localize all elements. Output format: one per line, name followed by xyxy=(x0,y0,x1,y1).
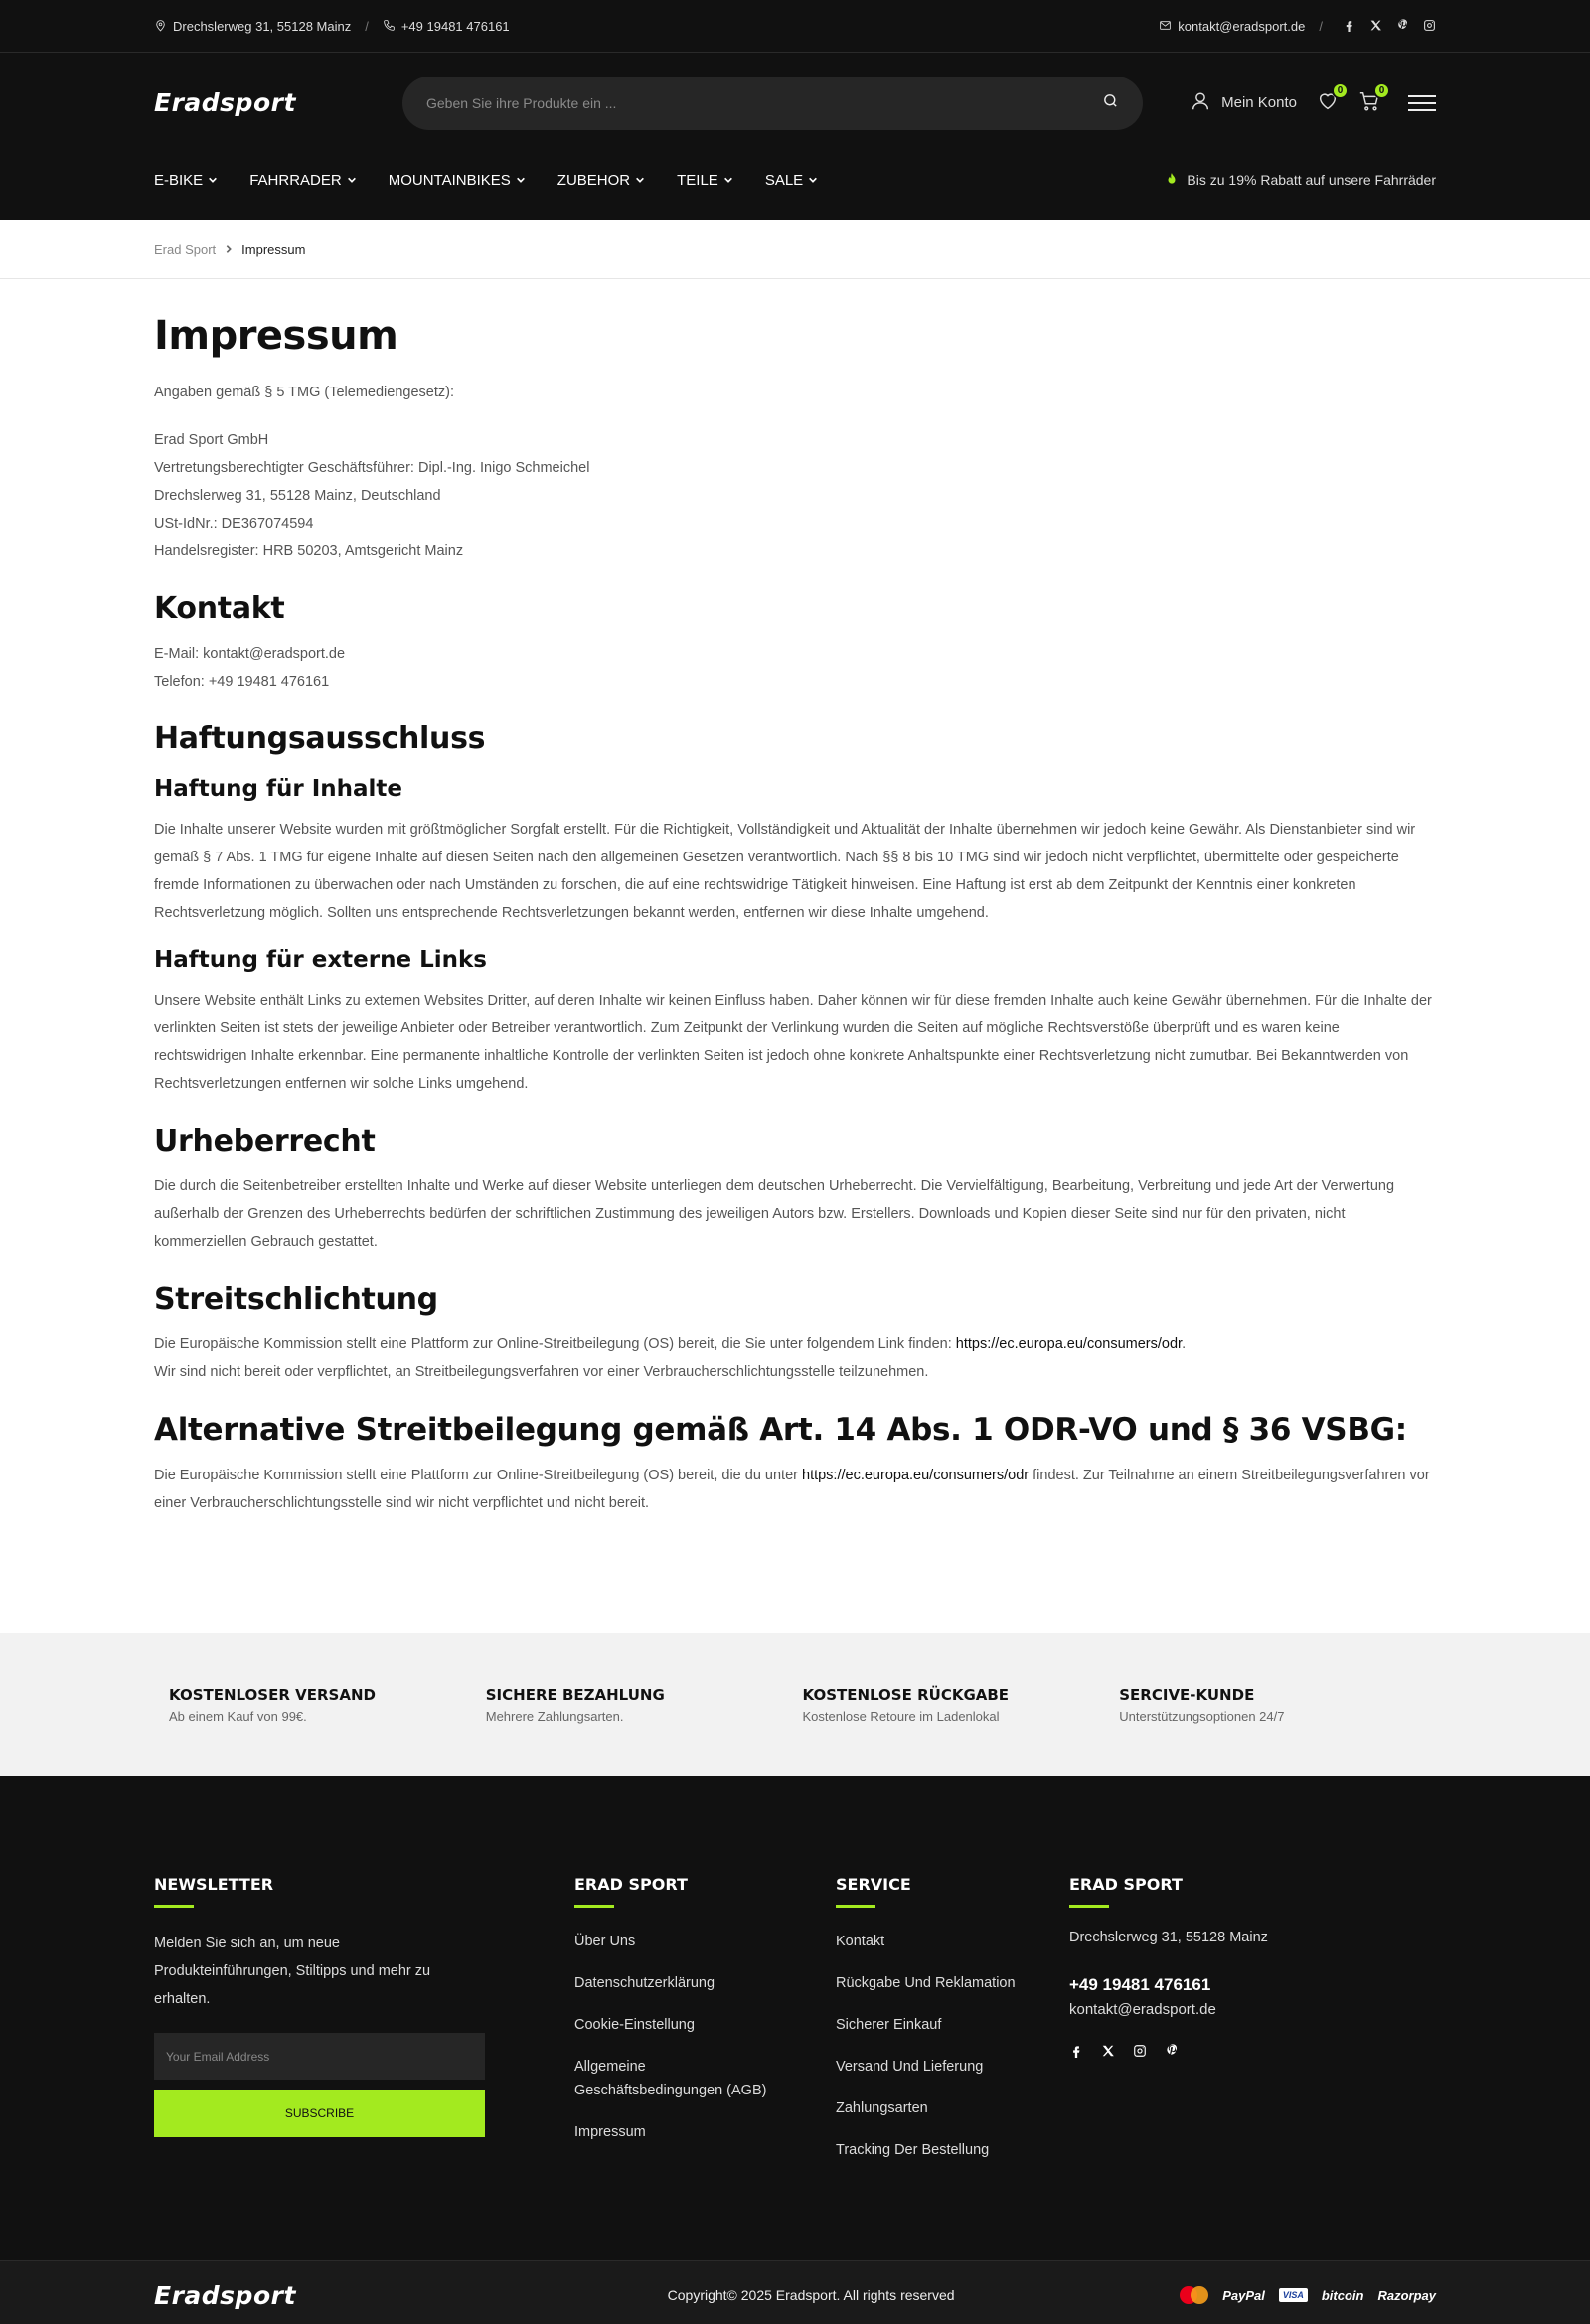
nav-item-teile[interactable] xyxy=(677,172,733,189)
page-title: Impressum xyxy=(154,313,398,359)
inhalte-text: Die Inhalte unserer Website wurden mit größtmöglicher Sorgfalt erstellt. Für die Richtigkeit, Vollständigkeit und Aktualität der Inhalte übernehmen wir jedoch keine Gewähr. Als Dienstanbieter sind wir gemäß § 7 Abs. 1 TMG für eigene Inhalte auf diesen Seiten nach den allgemeinen Gesetzen verantwortlich. Nach §§ 8 bis 10 TMG sind wir jedoch nicht verpflichtet, übermittelte oder gespeicherte fremde Informationen zu überwachen oder nach Umständen zu forschen, die auf eine rechtswidrige Tätigkeit hinweisen. Eine Haftung ist erst ab dem Zeitpunkt der Kenntnis einer konkreten Rechtsverletzung möglich. Sollten uns entsprechende Rechtsverletzungen bekannt werden, entfernen wir diese Inhalte umgehend. xyxy=(154,822,1416,921)
nav-label: E-BIKE xyxy=(154,171,204,189)
phone-item[interactable] xyxy=(383,19,510,35)
footer-logo[interactable]: Eradsport xyxy=(154,2280,296,2310)
contact-title: ERAD SPORT xyxy=(1069,1875,1183,1894)
haftung-heading: Haftungsausschluss xyxy=(154,721,486,756)
nav-label: MOUNTAINBIKES xyxy=(388,171,511,189)
top-bar xyxy=(0,0,1590,53)
chevron-down-icon xyxy=(347,172,357,189)
user-icon xyxy=(1190,90,1211,116)
account-label: Mein Konto xyxy=(1221,94,1297,111)
address-item xyxy=(154,19,351,35)
feature-item xyxy=(1119,1686,1436,1724)
footer-link-cookie[interactable]: Cookie-Einstellung xyxy=(574,2017,695,2033)
feature-title: SICHERE BEZAHLUNG xyxy=(485,1685,665,1704)
chevron-right-icon xyxy=(224,242,234,257)
streit-text-after: . xyxy=(1182,1336,1187,1352)
nav-label: TEILE xyxy=(677,171,718,189)
phone-icon xyxy=(383,19,396,35)
service-title: SERVICE xyxy=(836,1875,911,1894)
footer-link-agb[interactable]: Allgemeine Geschäftsbedingungen (AGB) xyxy=(574,2059,767,2098)
email-item[interactable] xyxy=(1159,19,1305,35)
breadcrumb-home-link[interactable]: Erad Sport xyxy=(154,241,217,257)
streit-text-2: Wir sind nicht bereit oder verpflichtet, an Streitbeilegungsverfahren vor einer Verbraucherschlichtungsstelle teilzunehmen. xyxy=(154,1364,929,1380)
nav-label: ZUBEHOR xyxy=(556,171,631,189)
promo-banner xyxy=(1165,172,1436,189)
facebook-icon[interactable] xyxy=(1069,2044,1083,2063)
newsletter-title: NEWSLETTER xyxy=(154,1875,274,1894)
contact-address: Drechslerweg 31, 55128 Mainz xyxy=(1069,1930,1268,1945)
wishlist-count-badge: 0 xyxy=(1332,82,1349,99)
search-bar[interactable] xyxy=(402,77,1143,130)
mastercard-icon xyxy=(1180,2286,1208,2304)
footer-link-ueber-uns[interactable]: Über Uns xyxy=(574,1934,636,1949)
visa-icon: VISA xyxy=(1279,2288,1308,2302)
links-text: Unsere Website enthält Links zu externen Websites Dritter, auf deren Inhalte wir keinen Einfluss haben. Daher können wir für diese fremden Inhalte auch keine Gewähr übernehmen. Für die Inhalte der verlinkten Seiten ist stets der jeweilige Anbieter oder Betreiber verantwortlich. Zum Zeitpunkt der Verlinkung wurden die Seiten auf mögliche Rechtsverstöße überprüft und es waren keine rechtswidrigen Inhalte erkennbar. Eine permanente inhaltliche Kontrolle der verlinkten Seiten ist jedoch ohne konkrete Anhaltspunkte einer Rechtsverletzung nicht zumutbar. Bei Bekanntwerden von Rechtsverletzungen entfernen wir solche Links umgehend. xyxy=(154,993,1432,1092)
company-line: Erad Sport GmbH xyxy=(154,432,269,448)
subscribe-button[interactable]: SUBSCRIBE xyxy=(154,2090,485,2137)
alt-text-after: findest. Zur Teilnahme an einem Streitbeilegungsverfahren vor einer Verbraucherschlichtungsstelle sind wir nicht verpflichtet und nicht bereit. xyxy=(154,1468,1430,1511)
razorpay-icon: Razorpay xyxy=(1377,2287,1436,2303)
company-line: Vertretungsberechtigter Geschäftsführer: Dipl.-Ing. Inigo Schmeichel xyxy=(154,460,590,476)
instagram-icon[interactable] xyxy=(1423,19,1436,35)
alt-heading: Alternative Streitbeilegung gemäß Art. 14 Abs. 1 ODR-VO und § 36 VSBG: xyxy=(154,1412,1407,1448)
nav-label: FAHRRADER xyxy=(249,171,342,189)
x-twitter-icon[interactable] xyxy=(1101,2044,1115,2063)
feature-item xyxy=(486,1686,803,1724)
features-strip xyxy=(0,1633,1590,1776)
facebook-icon[interactable] xyxy=(1343,19,1355,35)
footer-link-impressum[interactable]: Impressum xyxy=(574,2124,646,2140)
feature-item xyxy=(169,1686,486,1724)
main-nav xyxy=(154,172,850,189)
site-logo[interactable]: Eradsport xyxy=(154,88,296,117)
streit-text-before: Die Europäische Kommission stellt eine Plattform zur Online-Streitbeilegung (OS) bereit, die Sie unter folgendem Link finden: xyxy=(154,1336,956,1352)
nav-label: SALE xyxy=(764,171,804,189)
breadcrumb xyxy=(0,220,1590,279)
nav-item-mountainbikes[interactable] xyxy=(389,172,526,189)
separator: / xyxy=(365,19,369,34)
kontakt-heading: Kontakt xyxy=(154,591,285,626)
newsletter-email-input[interactable] xyxy=(154,2033,485,2080)
chevron-down-icon xyxy=(635,172,645,189)
inhalte-heading: Haftung für Inhalte xyxy=(154,776,403,802)
odr-link-2[interactable]: https://ec.europa.eu/consumers/odr xyxy=(802,1468,1030,1483)
phone-text: +49 19481 476161 xyxy=(400,19,510,34)
instagram-icon[interactable] xyxy=(1133,2044,1147,2063)
pinterest-icon[interactable] xyxy=(1165,2044,1179,2063)
menu-hamburger-icon[interactable] xyxy=(1408,95,1436,111)
nav-item-ebike[interactable] xyxy=(154,172,218,189)
contact-email[interactable]: kontakt@eradsport.de xyxy=(1069,2001,1216,2018)
bitcoin-icon: bitcoin xyxy=(1321,2287,1364,2303)
main-header xyxy=(0,53,1590,220)
payment-methods xyxy=(1180,2286,1436,2304)
urheber-heading: Urheberrecht xyxy=(154,1124,376,1159)
footer-link-versand[interactable]: Versand Und Lieferung xyxy=(836,2059,984,2075)
address-text: Drechslerweg 31, 55128 Mainz xyxy=(173,19,352,34)
feature-item xyxy=(803,1686,1120,1724)
page-content xyxy=(0,279,1590,1633)
footer-erad-links xyxy=(574,1875,836,2180)
streit-heading: Streitschlichtung xyxy=(154,1282,438,1317)
chevron-down-icon xyxy=(808,172,818,189)
company-line: Handelsregister: HRB 50203, Amtsgericht Mainz xyxy=(154,543,464,559)
alt-text xyxy=(154,1462,1436,1517)
footer-newsletter xyxy=(154,1875,574,2180)
streit-text xyxy=(154,1330,1436,1358)
accent-underline xyxy=(574,1905,614,1908)
paypal-icon: PayPal xyxy=(1222,2287,1265,2303)
wishlist-button[interactable] xyxy=(1317,84,1344,116)
company-info xyxy=(154,426,1436,565)
newsletter-text: Melden Sie sich an, um neue Produkteinführungen, Stiltipps und mehr zu erhalten. xyxy=(154,1936,431,2007)
search-icon[interactable] xyxy=(1102,92,1119,114)
nav-item-fahrrader[interactable] xyxy=(249,172,357,189)
chevron-down-icon xyxy=(208,172,218,189)
footer-link-rueckgabe[interactable]: Rückgabe Und Reklamation xyxy=(836,1975,1016,1991)
footer xyxy=(0,1776,1590,2260)
kontakt-email: E-Mail: kontakt@eradsport.de xyxy=(154,646,346,662)
footer-link-zahlungsarten[interactable]: Zahlungsarten xyxy=(836,2100,928,2116)
feature-title: KOSTENLOSE RÜCKGABE xyxy=(802,1685,1010,1704)
links-heading: Haftung für externe Links xyxy=(154,947,487,973)
bottom-bar xyxy=(0,2260,1590,2324)
account-link[interactable] xyxy=(1190,90,1297,116)
separator: / xyxy=(1319,19,1323,34)
feature-sub: Kostenlose Retoure im Ladenlokal xyxy=(802,1708,1000,1724)
company-line: Drechslerweg 31, 55128 Mainz, Deutschland xyxy=(154,488,441,504)
feature-sub: Ab einem Kauf von 99€. xyxy=(169,1708,307,1724)
company-line: USt-IdNr.: DE367074594 xyxy=(154,516,314,532)
contact-phone[interactable]: +49 19481 476161 xyxy=(1069,1975,1211,1994)
mail-icon xyxy=(1159,19,1172,35)
x-twitter-icon[interactable] xyxy=(1369,19,1382,35)
nav-item-zubehor[interactable] xyxy=(557,172,645,189)
feature-sub: Mehrere Zahlungsarten. xyxy=(485,1708,624,1724)
erad-title: ERAD SPORT xyxy=(574,1875,688,1894)
feature-sub: Unterstützungsoptionen 24/7 xyxy=(1119,1708,1285,1724)
pinterest-icon[interactable] xyxy=(1396,19,1409,35)
accent-underline xyxy=(836,1905,875,1908)
footer-link-sicherer-einkauf[interactable]: Sicherer Einkauf xyxy=(836,2017,942,2033)
breadcrumb-current: Impressum xyxy=(241,241,306,257)
cart-icon xyxy=(1358,99,1380,116)
footer-service-links xyxy=(836,1875,1069,2180)
email-text: kontakt@eradsport.de xyxy=(1178,19,1306,34)
odr-link[interactable]: https://ec.europa.eu/consumers/odr xyxy=(955,1336,1183,1352)
search-input[interactable] xyxy=(426,95,1023,111)
footer-link-tracking[interactable]: Tracking Der Bestellung xyxy=(836,2142,990,2158)
footer-link-kontakt[interactable]: Kontakt xyxy=(836,1934,885,1949)
intro-text: Angaben gemäß § 5 TMG (Telemediengesetz): xyxy=(154,385,454,400)
flame-icon xyxy=(1165,172,1179,189)
location-pin-icon xyxy=(154,19,167,35)
footer-link-datenschutz[interactable]: Datenschutzerklärung xyxy=(574,1975,716,1991)
heart-icon xyxy=(1317,99,1339,116)
urheber-text: Die durch die Seitenbetreiber erstellten Inhalte und Werke auf dieser Website unterliegen dem deutschen Urheberrecht. Die Vervielfältigung, Bearbeitung, Verbreitung und jede Art der Verwertung außerhalb der Grenzen des Urheberrechts bedürfen der schriftlichen Zustimmung des jeweiligen Autors bzw. Erstellers. Downloads und Kopien dieser Seite sind nur für den privaten, nicht kommerziellen Gebrauch gestattet. xyxy=(154,1178,1395,1250)
feature-title: SERCIVE-KUNDE xyxy=(1119,1685,1255,1704)
alt-text-before: Die Europäische Kommission stellt eine Plattform zur Online-Streitbeilegung (OS) bereit, die du unter xyxy=(154,1468,802,1483)
kontakt-phone: Telefon: +49 19481 476161 xyxy=(154,674,330,690)
chevron-down-icon xyxy=(723,172,733,189)
accent-underline xyxy=(1069,1905,1109,1908)
footer-contact xyxy=(1069,1875,1427,2180)
chevron-down-icon xyxy=(516,172,526,189)
nav-item-sale[interactable] xyxy=(765,172,818,189)
promo-text: Bis zu 19% Rabatt auf unsere Fahrräder xyxy=(1187,172,1436,188)
cart-button[interactable] xyxy=(1358,84,1385,116)
cart-count-badge: 0 xyxy=(1373,82,1390,99)
feature-title: KOSTENLOSER VERSAND xyxy=(169,1685,376,1704)
accent-underline xyxy=(154,1905,194,1908)
copyright-text: Copyright© 2025 Eradsport. All rights reserved xyxy=(667,2287,955,2303)
